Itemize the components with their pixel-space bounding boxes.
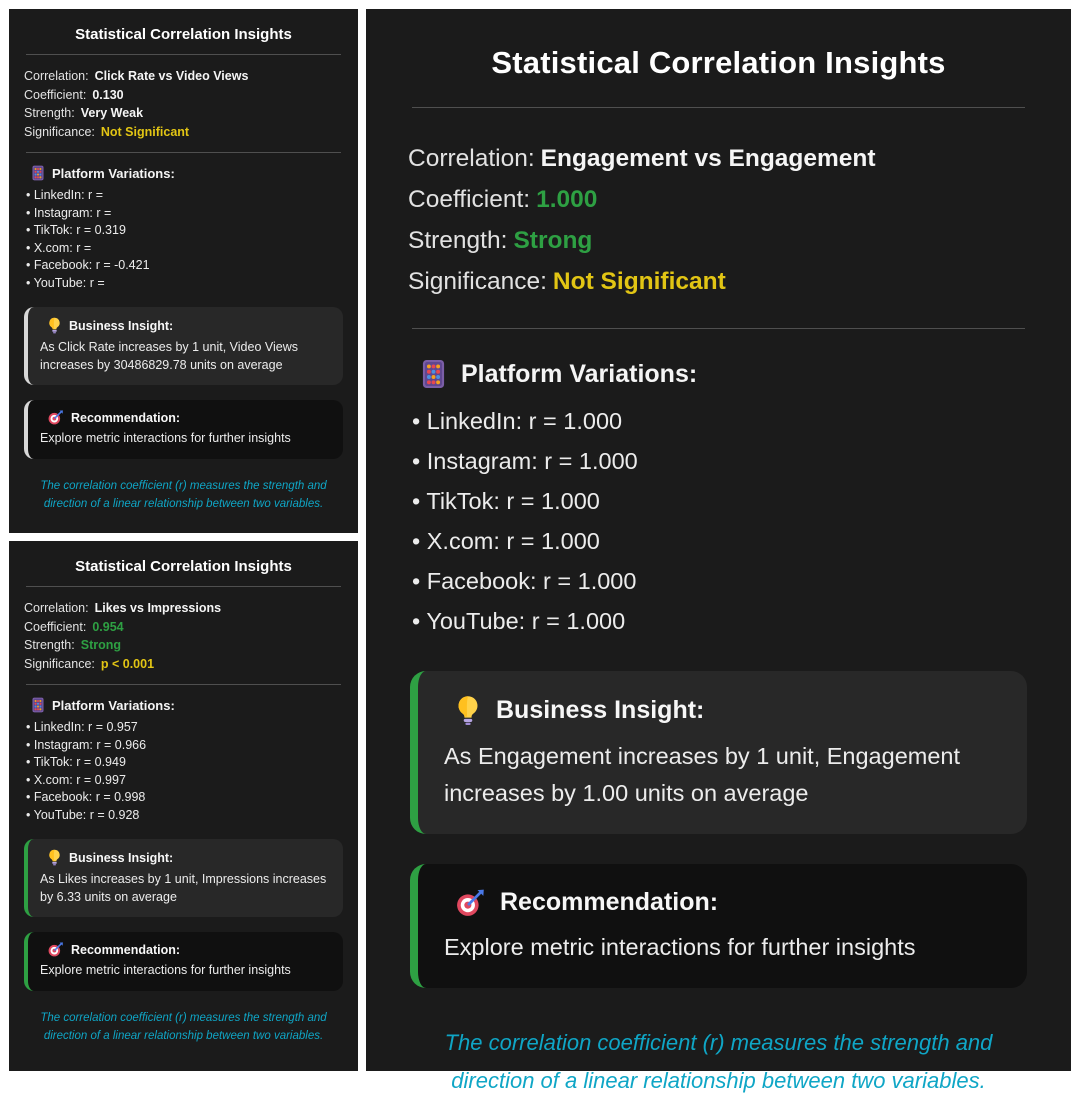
recommendation-text: Explore metric interactions for further insights (40, 431, 291, 445)
divider (26, 586, 341, 587)
lightbulb-icon (48, 849, 61, 866)
coefficient-row (24, 618, 343, 637)
platform-list (24, 187, 343, 292)
business-insight-title-row (48, 317, 331, 334)
recommendation-title: Recommendation: (71, 942, 181, 957)
platform-list-item: • TikTok: r = 1.000 (412, 488, 600, 514)
platform-list-item: • Instagram: r = 0.966 (26, 737, 147, 752)
recommendation-title: Recommendation: (71, 410, 181, 425)
coefficient-label: Coefficient: (24, 87, 87, 102)
abacus-icon (32, 697, 44, 713)
abacus-icon (32, 165, 44, 181)
business-insight-title-row (456, 695, 1001, 726)
strength-row (408, 220, 1029, 261)
business-insight-title: Business Insight: (69, 850, 174, 865)
target-icon (48, 942, 63, 957)
correlation-row (408, 138, 1029, 179)
recommendation-title-row (48, 410, 331, 425)
platform-list-item: • Facebook: r = 0.998 (26, 790, 146, 804)
correlation-value: Likes vs Impressions (94, 601, 222, 615)
business-insight-text: As Click Rate increases by 1 unit, Video Views increases by 30486829.78 units on average (40, 340, 298, 372)
coefficient-value: 1.000 (536, 186, 598, 213)
coefficient-row (408, 179, 1029, 220)
footnote: The correlation coefficient (r) measures the strength and direction of a linear relationship between two variables. (40, 1011, 327, 1042)
platform-list-item: • X.com: r = (26, 240, 92, 255)
panel-title: Statistical Correlation Insights (75, 558, 292, 575)
left-column (9, 9, 358, 1071)
significance-label: Significance: (24, 124, 95, 139)
business-insight-title: Business Insight: (496, 696, 705, 724)
significance-value: Not Significant (100, 124, 190, 139)
platform-list-item: • TikTok: r = 0.949 (26, 755, 126, 769)
platform-list (24, 719, 343, 824)
platform-list (408, 401, 1029, 641)
business-insight-box (410, 671, 1027, 834)
strength-row (24, 104, 343, 123)
platform-list-item: • Instagram: r = 1.000 (412, 448, 638, 474)
platform-variations-label: Platform Variations: (52, 697, 175, 713)
recommendation-box (410, 864, 1027, 988)
significance-label: Significance: (408, 268, 547, 295)
divider (26, 684, 341, 685)
correlation-value: Click Rate vs Video Views (94, 69, 249, 83)
target-icon (48, 410, 63, 425)
strength-label: Strength: (24, 638, 75, 652)
platform-list-item: • TikTok: r = 0.319 (26, 223, 126, 237)
platform-list-item: • X.com: r = 1.000 (412, 528, 600, 554)
recommendation-title-row (48, 942, 331, 957)
platform-list-item: • Facebook: r = 1.000 (412, 568, 637, 594)
business-insight-title: Business Insight: (69, 318, 174, 333)
coefficient-label: Coefficient: (408, 186, 531, 213)
panel-title: Statistical Correlation Insights (75, 26, 292, 43)
lightbulb-icon (456, 695, 480, 726)
significance-value: p < 0.001 (100, 656, 155, 671)
platform-list-item: • YouTube: r = 0.928 (26, 807, 140, 822)
platform-list-item: • Facebook: r = -0.421 (26, 258, 150, 272)
business-insight-box (24, 839, 343, 917)
strength-row (24, 636, 343, 655)
recommendation-box (24, 932, 343, 991)
strength-value: Strong (80, 638, 122, 652)
correlation-panel-likes (9, 541, 358, 1071)
lightbulb-icon (48, 317, 61, 334)
correlation-value: Engagement vs Engagement (540, 145, 876, 172)
significance-value: Not Significant (552, 268, 726, 295)
divider (26, 54, 341, 55)
platform-list-item: • YouTube: r = (26, 275, 105, 290)
footnote: The correlation coefficient (r) measures the strength and direction of a linear relationship between two variables. (40, 479, 327, 510)
coefficient-value: 0.954 (92, 619, 124, 634)
target-icon (456, 889, 484, 917)
correlation-panel-engagement (366, 9, 1071, 1093)
correlation-panel-click-rate (9, 9, 358, 533)
platform-variations-heading (32, 165, 343, 181)
platform-list-item: • X.com: r = 0.997 (26, 772, 126, 787)
significance-row (408, 261, 1029, 302)
platform-list-item: • YouTube: r = 1.000 (412, 608, 626, 634)
platform-list-item: • LinkedIn: r = 0.957 (26, 720, 138, 734)
platform-list-item: • LinkedIn: r = 1.000 (412, 408, 623, 434)
correlation-label: Correlation: (24, 69, 89, 83)
recommendation-text: Explore metric interactions for further insights (40, 963, 291, 977)
strength-label: Strength: (408, 227, 508, 254)
strength-label: Strength: (24, 106, 75, 120)
platform-variations-heading (32, 697, 343, 713)
divider (412, 107, 1025, 108)
recommendation-title: Recommendation: (500, 888, 719, 916)
correlation-row (24, 599, 343, 618)
correlation-label: Correlation: (408, 145, 535, 172)
recommendation-text: Explore metric interactions for further insights (444, 934, 916, 960)
business-insight-text: As Likes increases by 1 unit, Impressions increases by 6.33 units on average (40, 872, 327, 904)
panel-title: Statistical Correlation Insights (491, 45, 946, 80)
coefficient-label: Coefficient: (24, 619, 87, 634)
coefficient-row (24, 86, 343, 105)
recommendation-box (24, 400, 343, 459)
significance-row (24, 123, 343, 142)
business-insight-title-row (48, 849, 331, 866)
strength-value: Strong (513, 227, 593, 254)
platform-variations-heading (422, 359, 1029, 389)
business-insight-box (24, 307, 343, 385)
abacus-icon (422, 359, 445, 389)
divider (412, 328, 1025, 329)
business-insight-text: As Engagement increases by 1 unit, Engagement increases by 1.00 units on average (444, 743, 961, 806)
strength-value: Very Weak (80, 106, 144, 120)
divider (26, 152, 341, 153)
footnote: The correlation coefficient (r) measures the strength and direction of a linear relationship between two variables. (444, 1030, 993, 1093)
recommendation-title-row (456, 888, 1001, 917)
significance-row (24, 655, 343, 674)
platform-variations-label: Platform Variations: (52, 165, 175, 181)
platform-variations-label: Platform Variations: (461, 359, 698, 388)
significance-label: Significance: (24, 656, 95, 671)
correlation-row (24, 67, 343, 86)
correlation-label: Correlation: (24, 601, 89, 615)
coefficient-value: 0.130 (92, 87, 124, 102)
platform-list-item: • Instagram: r = (26, 205, 112, 220)
platform-list-item: • LinkedIn: r = (26, 188, 103, 202)
